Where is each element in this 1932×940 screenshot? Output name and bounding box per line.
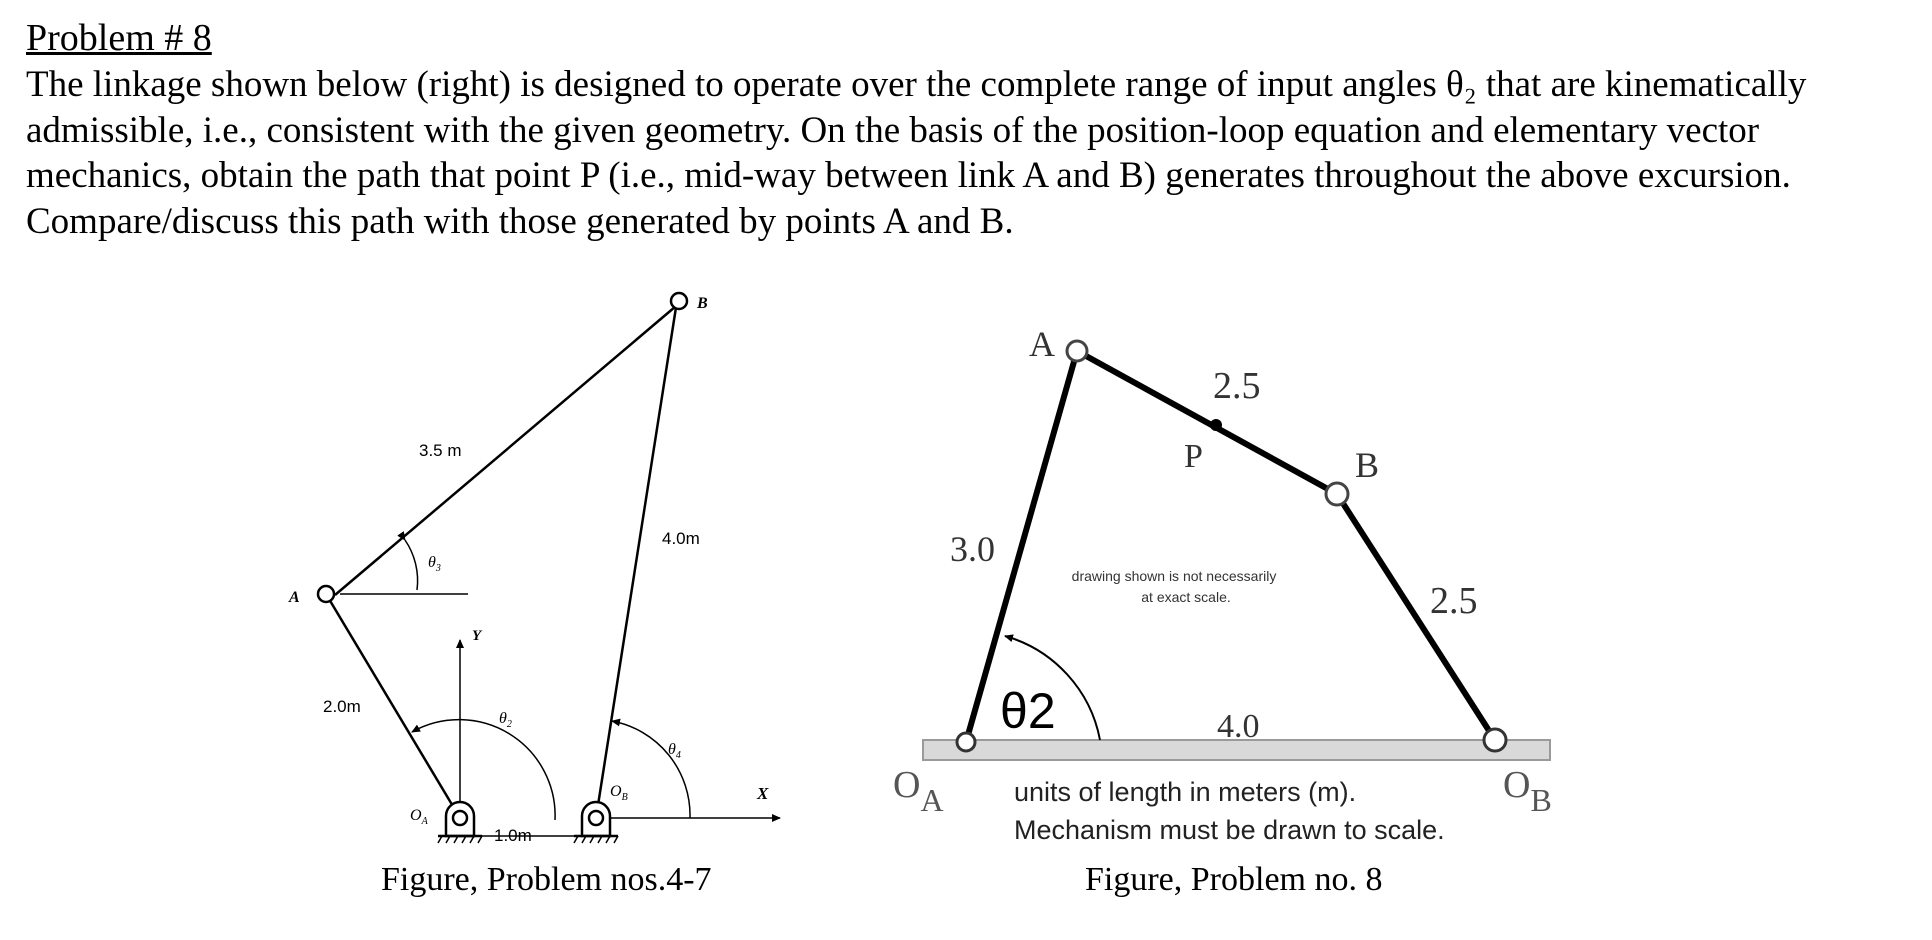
theta2-arc	[412, 720, 555, 820]
label-len-oa-a: 3.0	[950, 529, 995, 569]
label-a-right: A	[1029, 324, 1055, 364]
label-len-ground: 4.0	[1217, 708, 1260, 745]
label-oa-left: $O_A$	[410, 807, 428, 827]
scale-note-line-2: at exact scale.	[1141, 589, 1231, 605]
statement-line: Compare/discuss this path with those generated by points A and B.	[26, 200, 1014, 242]
joint-b	[1326, 483, 1348, 505]
left-linkage-figure	[288, 293, 780, 898]
label-coupler-length: 3.5 m	[419, 441, 462, 460]
label-len-b-ob: 2.5	[1430, 580, 1478, 622]
label-ground-length: 1.0m	[494, 826, 532, 845]
point-p	[1210, 419, 1222, 431]
ground-pivot-oa	[438, 802, 482, 843]
label-len-ap: 2.5	[1213, 365, 1261, 407]
label-a: A	[289, 589, 300, 606]
pivot-ob	[1484, 729, 1506, 751]
label-theta4: $\theta_4$	[668, 741, 681, 761]
units-note-line-2: Mechanism must be drawn to scale.	[1014, 815, 1445, 845]
caption-right: Figure, Problem no. 8	[1085, 861, 1383, 898]
statement-line: The linkage shown below (right) is designed to operate over the complete range of input angles θ₂ that are kinematically	[26, 64, 1807, 105]
theta4-arc	[612, 721, 690, 818]
label-ob-right: $O_B$	[1503, 764, 1552, 818]
label-x: X	[757, 784, 769, 803]
statement-line: admissible, i.e., consistent with the given geometry. On the basis of the position-loop equation and elementary vector	[26, 109, 1760, 151]
units-note-line-1: units of length in meters (m).	[1014, 777, 1357, 807]
problem-title: Problem # 8	[26, 17, 212, 59]
label-y: Y	[472, 628, 482, 644]
right-linkage-figure	[893, 324, 1552, 898]
label-p: P	[1184, 438, 1203, 475]
pivot-oa	[957, 733, 975, 751]
link-rocker	[596, 301, 677, 818]
label-theta2-right: θ2	[1000, 683, 1056, 739]
link-a-b	[1077, 351, 1337, 494]
label-rocker-length: 4.0m	[662, 529, 700, 548]
joint-b-left	[671, 293, 687, 309]
label-b-right: B	[1355, 445, 1380, 485]
label-oa-right: $O_A$	[893, 764, 944, 818]
label-crank-length: 2.0m	[323, 697, 361, 716]
joint-a	[1067, 341, 1087, 361]
statement-line: mechanics, obtain the path that point P (i.e., mid-way between link A and B) generates throughout the above excursion.	[26, 155, 1791, 196]
scale-note-line-1: drawing shown is not necessarily	[1071, 568, 1277, 584]
label-ob-left: $O_B$	[610, 783, 628, 803]
link-coupler	[335, 301, 682, 595]
theta3-arc	[405, 540, 418, 590]
label-theta3: $\theta_3$	[428, 554, 441, 574]
caption-left: Figure, Problem nos.4-7	[381, 861, 712, 898]
label-theta2: $\theta_2$	[499, 710, 512, 730]
ground-pivot-ob	[574, 802, 618, 843]
joint-a-left	[318, 586, 334, 602]
label-b: B	[697, 295, 708, 312]
